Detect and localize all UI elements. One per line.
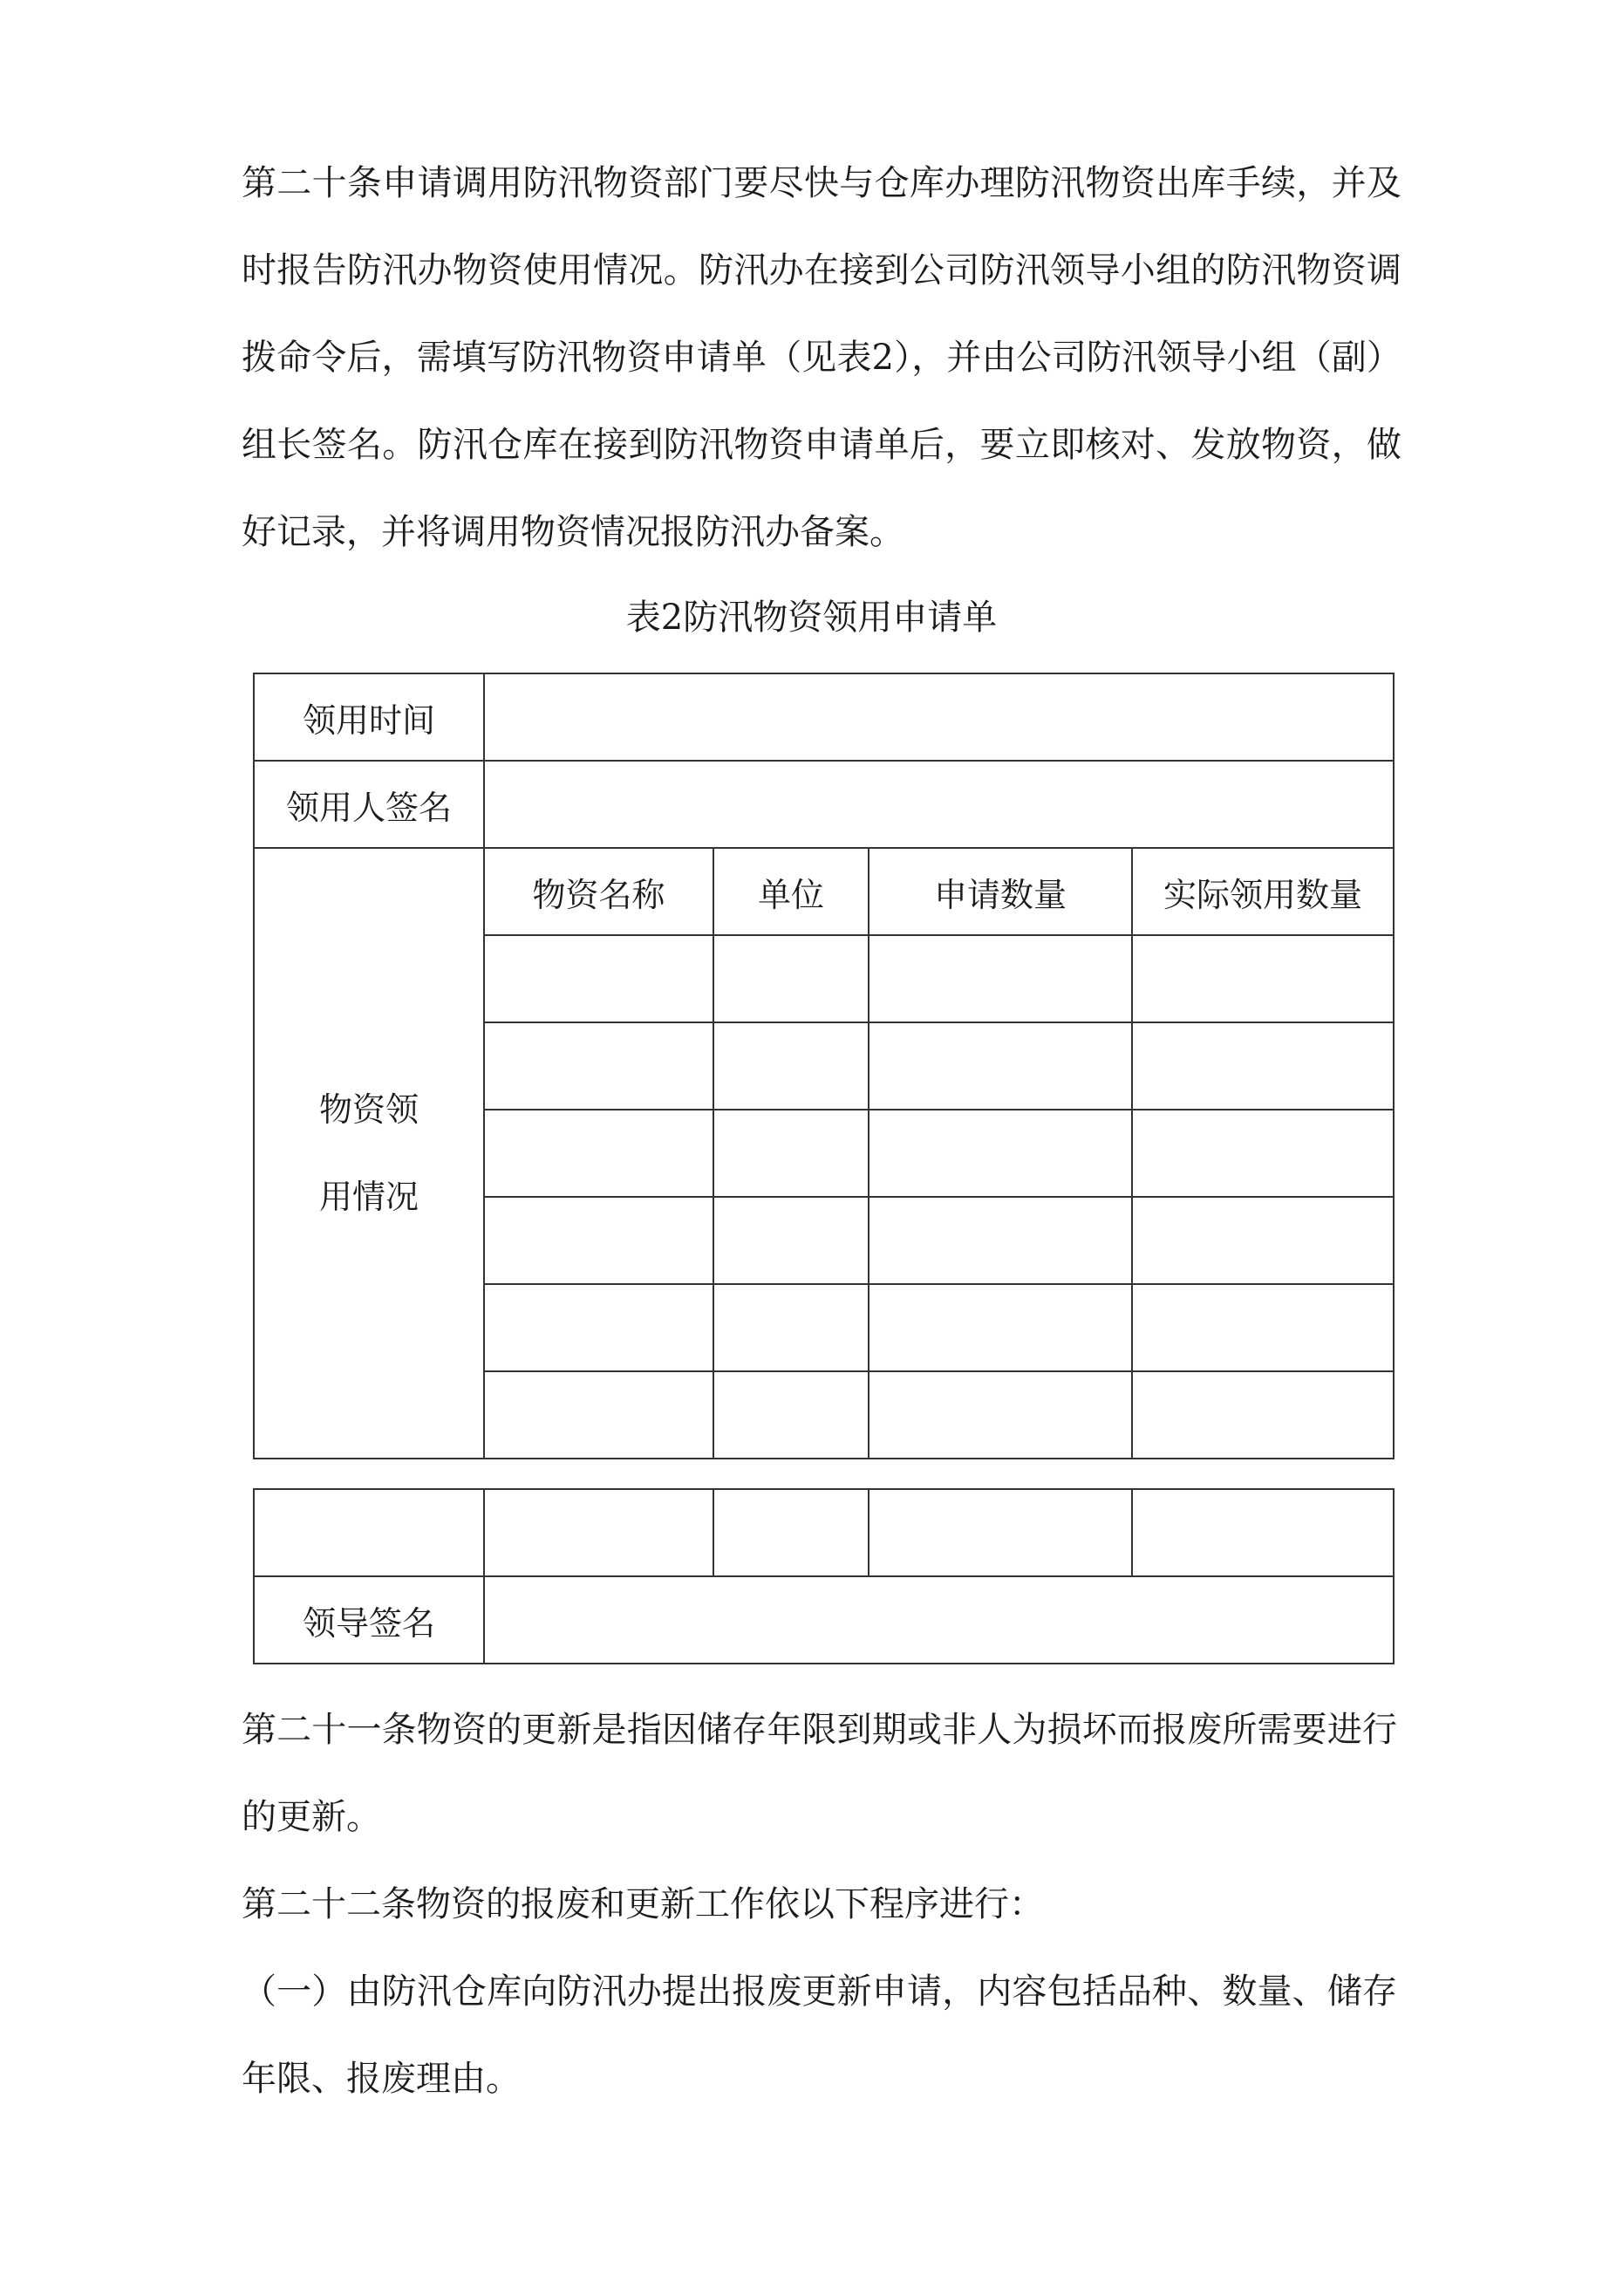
cell-unit[interactable] [713, 1371, 869, 1459]
material-section-label-line1: 物资领 [318, 1090, 419, 1129]
paragraph-article-21: 第二十一条物资的更新是指因储存年限到期或非人为损坏而报废所需要进行的更新。 [242, 1710, 1397, 1837]
form-row-signer [254, 761, 1394, 848]
cell-unit[interactable] [713, 1284, 869, 1371]
column-header-unit: 单位 [713, 848, 869, 935]
cell-section [254, 1489, 484, 1576]
paragraph-item-1: （一）由防汛仓库向防汛办提出报废更新申请，内容包括品种、数量、储存年限、报废理由。 [242, 1971, 1397, 2099]
cell-actual-qty[interactable] [1132, 935, 1394, 1022]
material-section-label-line2: 用情况 [318, 1178, 419, 1216]
leader-value-cell[interactable] [484, 1576, 1394, 1664]
form-row-column-headers [254, 848, 1394, 935]
cell-material-name[interactable] [484, 935, 713, 1022]
signer-value-cell[interactable] [484, 761, 1394, 848]
material-request-form [253, 673, 1395, 1459]
table-caption: 表2防汛物资领用申请单 [625, 598, 998, 638]
column-header-actual-qty: 实际领用数量 [1132, 848, 1394, 935]
cell-material-name[interactable] [484, 1371, 713, 1459]
cell-unit[interactable] [713, 1022, 869, 1110]
cell-actual-qty[interactable] [1132, 1371, 1394, 1459]
cell-actual-qty[interactable] [1132, 1022, 1394, 1110]
paragraph-article-20: 第二十条申请调用防汛物资部门要尽快与仓库办理防汛物资出库手续，并及时报告防汛办物资使用情况。防汛办在接到公司防汛领导小组的防汛物资调拨命令后，需填写防汛物资申请单（见表2），并由公司防汛领导小组（副）组长签名。防汛仓库在接到防汛物资申请单后，要立即核对、发放物资，做好记录，并将调用物资情况报防汛办备案。 [242, 163, 1401, 552]
column-header-requested-qty: 申请数量 [869, 848, 1132, 935]
material-section-label [254, 848, 484, 1459]
cell-requested-qty[interactable] [869, 935, 1132, 1022]
paragraph-article-22: 第二十二条物资的报废和更新工作依以下程序进行： [242, 1884, 1044, 1924]
cell-material-name[interactable] [484, 1197, 713, 1284]
cell-unit[interactable] [713, 935, 869, 1022]
material-request-form-continued [253, 1488, 1395, 1664]
cell-unit[interactable] [713, 1489, 869, 1576]
cell-material-name[interactable] [484, 1489, 713, 1576]
form-row-time [254, 673, 1394, 761]
cell-actual-qty[interactable] [1132, 1110, 1394, 1197]
time-label: 领用时间 [254, 673, 484, 761]
cell-actual-qty[interactable] [1132, 1284, 1394, 1371]
cell-unit[interactable] [713, 1110, 869, 1197]
cell-requested-qty[interactable] [869, 1110, 1132, 1197]
table-row [254, 1489, 1394, 1576]
cell-requested-qty[interactable] [869, 1371, 1132, 1459]
leader-label: 领导签名 [254, 1576, 484, 1664]
column-header-material-name: 物资名称 [484, 848, 713, 935]
form-row-leader [254, 1576, 1394, 1664]
cell-requested-qty[interactable] [869, 1284, 1132, 1371]
cell-material-name[interactable] [484, 1284, 713, 1371]
cell-actual-qty[interactable] [1132, 1197, 1394, 1284]
cell-requested-qty[interactable] [869, 1489, 1132, 1576]
cell-unit[interactable] [713, 1197, 869, 1284]
cell-material-name[interactable] [484, 1110, 713, 1197]
cell-requested-qty[interactable] [869, 1197, 1132, 1284]
cell-actual-qty[interactable] [1132, 1489, 1394, 1576]
signer-label: 领用人签名 [254, 761, 484, 848]
time-value-cell[interactable] [484, 673, 1394, 761]
cell-requested-qty[interactable] [869, 1022, 1132, 1110]
cell-material-name[interactable] [484, 1022, 713, 1110]
